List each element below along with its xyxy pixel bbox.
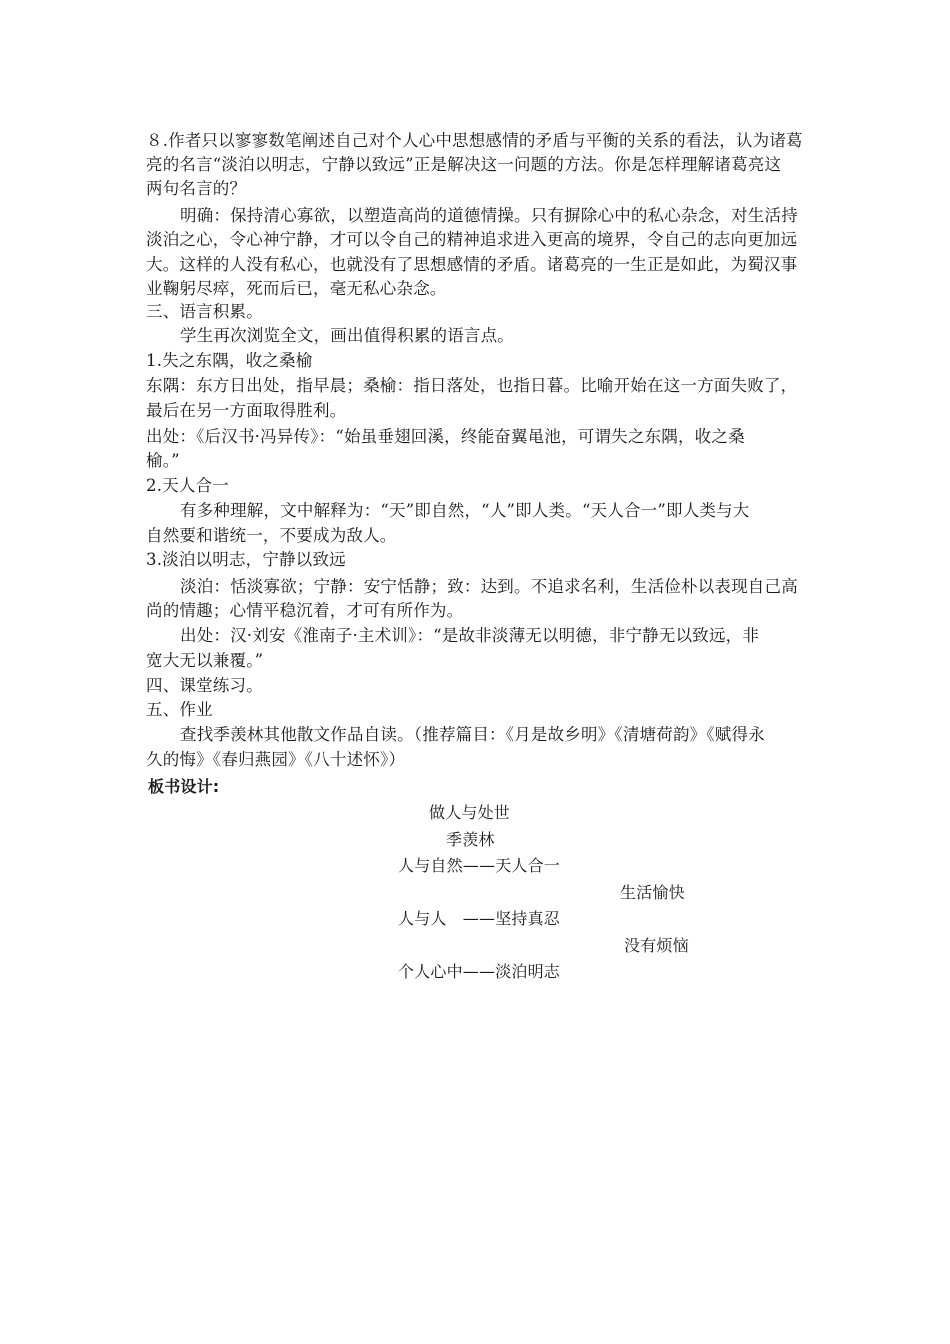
board-row1: 人与自然——天人合一 xyxy=(398,856,561,875)
board-row2: 人与人 ——坚持真忍 xyxy=(398,909,561,928)
answer8-line1: 明确：保持清心寡欲，以塑造高尚的道德情操。只有摒除心中的私心杂念，对生活持 xyxy=(180,206,798,225)
answer8-line3: 大。这样的人没有私心，也就没有了思想感情的矛盾。诸葛亮的一生正是如此，为蜀汉事 xyxy=(146,255,798,274)
board-label: 板书设计: xyxy=(148,777,220,796)
item3-line4: 宽大无以兼覆。” xyxy=(146,651,264,670)
item2-line1: 有多种理解，文中解释为：“天”即自然，“人”即人类。“天人合一”即人类与大 xyxy=(180,501,750,520)
answer8-line4: 业鞠躬尽瘁，死而后已，毫无私心杂念。 xyxy=(146,279,447,298)
section5-line2: 久的悔》《春归燕园》《八十述怀》） xyxy=(146,750,406,769)
item3-line1: 淡泊：恬淡寡欲；宁静：安宁恬静；致：达到。不追求名利，生活俭朴以表现自己高 xyxy=(180,577,798,596)
question8-line1: ８.作者只以寥寥数笔阐述自己对个人心中思想感情的矛盾与平衡的关系的看法，认为诸葛 xyxy=(146,131,803,150)
section3-intro: 学生再次浏览全文，画出值得积累的语言点。 xyxy=(180,326,514,345)
item1-line4: 榆。” xyxy=(146,451,180,470)
item1-line2: 最后在另一方面取得胜利。 xyxy=(146,401,347,420)
item3-line2: 尚的情趣；心情平稳沉着，才可有所作为。 xyxy=(146,601,464,620)
item3-title: 3.淡泊以明志，宁静以致远 xyxy=(146,550,346,569)
section5-line1: 查找季羡林其他散文作品自读。（推荐篇目：《月是故乡明》《清塘荷韵》《赋得永 xyxy=(180,725,765,744)
answer8-line2: 淡泊之心，令心神宁静，才可以令自己的精神追求进入更高的境界，令自己的志向更加远 xyxy=(146,230,798,249)
section3-heading: 三、语言积累。 xyxy=(146,302,263,321)
item1-line3: 出处：《后汉书·冯异传》：“始虽垂翅回溪，终能奋翼黾池，可谓失之东隅，收之桑 xyxy=(146,427,745,446)
board-title: 做人与处世 xyxy=(429,803,511,822)
section4-heading: 四、课堂练习。 xyxy=(146,676,263,695)
board-row3: 个人心中——淡泊明志 xyxy=(398,962,561,981)
item2-line2: 自然要和谐统一，不要成为敌人。 xyxy=(146,526,397,545)
item1-line1: 东隅：东方日出处，指早晨；桑榆：指日落处，也指日暮。比喻开始在这一方面失败了， xyxy=(146,376,798,395)
question8-line3: 两句名言的？ xyxy=(146,179,247,198)
item1-title: 1.失之东隅，收之桑榆 xyxy=(146,351,313,370)
item2-title: 2.天人合一 xyxy=(146,476,229,495)
question8-line2: 亮的名言“淡泊以明志，宁静以致远”正是解决这一问题的方法。你是怎样理解诸葛亮这 xyxy=(146,155,782,174)
item3-line3: 出处：汉·刘安《淮南子·主术训》：“是故非淡薄无以明德，非宁静无以致远，非 xyxy=(180,626,760,645)
board-author: 季羡林 xyxy=(446,830,495,849)
board-side1: 生活愉快 xyxy=(620,883,685,902)
section5-heading: 五、作业 xyxy=(146,700,213,719)
board-side2: 没有烦恼 xyxy=(624,936,689,955)
